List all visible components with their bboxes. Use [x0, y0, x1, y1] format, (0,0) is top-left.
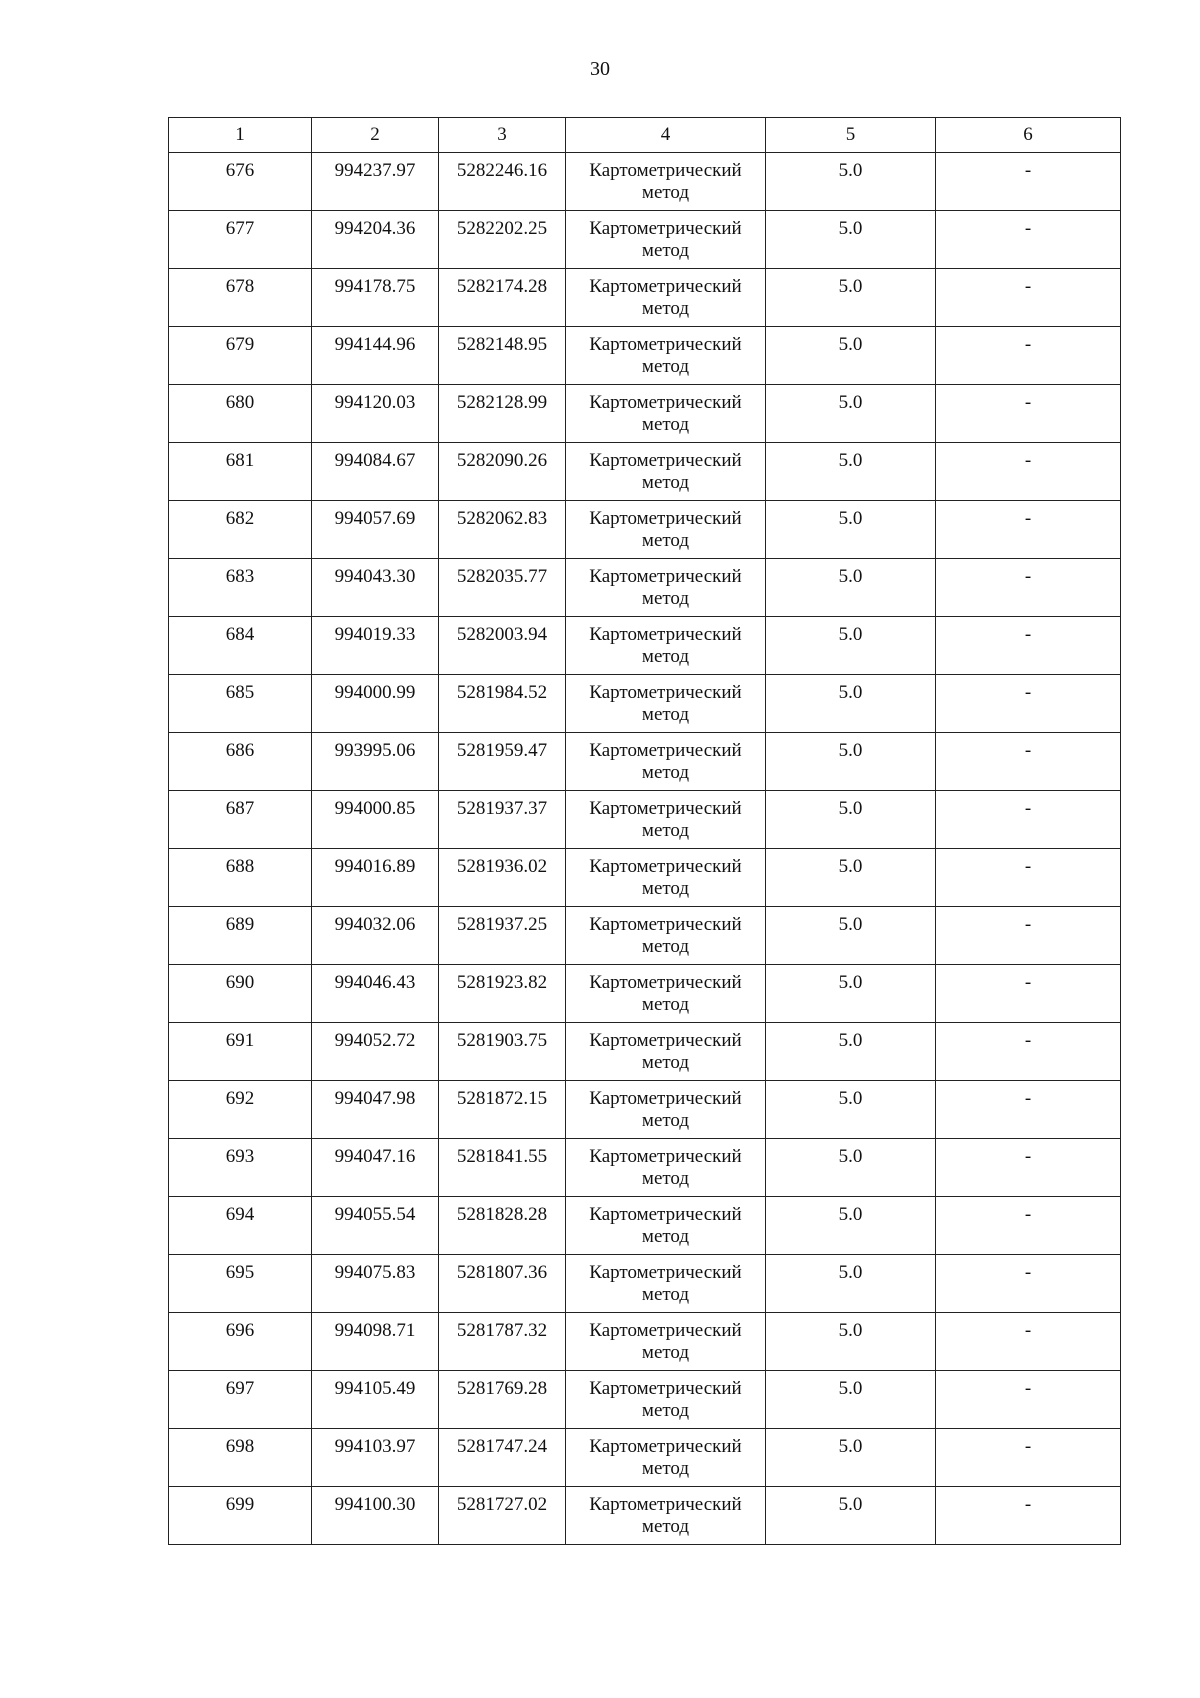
point-number-cell: 692: [169, 1081, 312, 1139]
table-row: [169, 1139, 1121, 1197]
y-coordinate-cell: 5281747.24: [439, 1429, 566, 1487]
method-cell: Картометрический метод: [566, 1313, 766, 1371]
y-coordinate-cell: 5281807.36: [439, 1255, 566, 1313]
y-coordinate-cell: 5281923.82: [439, 965, 566, 1023]
x-coordinate-cell: 994032.06: [312, 907, 439, 965]
x-coordinate-cell: 994105.49: [312, 1371, 439, 1429]
table-row: [169, 675, 1121, 733]
method-cell: Картометрический метод: [566, 327, 766, 385]
accuracy-cell: 5.0: [766, 675, 936, 733]
method-cell: Картометрический метод: [566, 965, 766, 1023]
note-cell: -: [936, 559, 1121, 617]
note-cell: -: [936, 1487, 1121, 1545]
point-number-cell: 684: [169, 617, 312, 675]
x-coordinate-cell: 994052.72: [312, 1023, 439, 1081]
x-coordinate-cell: 994204.36: [312, 211, 439, 269]
x-coordinate-cell: 994046.43: [312, 965, 439, 1023]
note-cell: -: [936, 1023, 1121, 1081]
x-coordinate-cell: 994144.96: [312, 327, 439, 385]
point-number-cell: 697: [169, 1371, 312, 1429]
method-cell: Картометрический метод: [566, 443, 766, 501]
table-row: [169, 269, 1121, 327]
y-coordinate-cell: 5281769.28: [439, 1371, 566, 1429]
y-coordinate-cell: 5282128.99: [439, 385, 566, 443]
method-cell: Картометрический метод: [566, 1255, 766, 1313]
x-coordinate-cell: 994120.03: [312, 385, 439, 443]
table-row: [169, 327, 1121, 385]
header-row: [169, 118, 1121, 153]
table-row: [169, 849, 1121, 907]
note-cell: -: [936, 211, 1121, 269]
method-cell: Картометрический метод: [566, 675, 766, 733]
table-row: [169, 1487, 1121, 1545]
accuracy-cell: 5.0: [766, 385, 936, 443]
y-coordinate-cell: 5281727.02: [439, 1487, 566, 1545]
x-coordinate-cell: 994000.99: [312, 675, 439, 733]
y-coordinate-cell: 5281936.02: [439, 849, 566, 907]
point-number-cell: 688: [169, 849, 312, 907]
x-coordinate-cell: 994057.69: [312, 501, 439, 559]
method-cell: Картометрический метод: [566, 211, 766, 269]
method-cell: Картометрический метод: [566, 1023, 766, 1081]
table-row: [169, 907, 1121, 965]
point-number-cell: 698: [169, 1429, 312, 1487]
note-cell: -: [936, 1371, 1121, 1429]
y-coordinate-cell: 5281787.32: [439, 1313, 566, 1371]
note-cell: -: [936, 849, 1121, 907]
note-cell: -: [936, 501, 1121, 559]
point-number-cell: 693: [169, 1139, 312, 1197]
y-coordinate-cell: 5281959.47: [439, 733, 566, 791]
point-number-cell: 686: [169, 733, 312, 791]
note-cell: -: [936, 1081, 1121, 1139]
accuracy-cell: 5.0: [766, 559, 936, 617]
y-coordinate-cell: 5281937.37: [439, 791, 566, 849]
table-row: [169, 1255, 1121, 1313]
note-cell: -: [936, 1429, 1121, 1487]
method-cell: Картометрический метод: [566, 385, 766, 443]
note-cell: -: [936, 1139, 1121, 1197]
point-number-cell: 689: [169, 907, 312, 965]
y-coordinate-cell: 5281903.75: [439, 1023, 566, 1081]
x-coordinate-cell: 994075.83: [312, 1255, 439, 1313]
method-cell: Картометрический метод: [566, 1197, 766, 1255]
x-coordinate-cell: 994043.30: [312, 559, 439, 617]
y-coordinate-cell: 5282246.16: [439, 153, 566, 211]
point-number-cell: 685: [169, 675, 312, 733]
x-coordinate-cell: 994000.85: [312, 791, 439, 849]
method-cell: Картометрический метод: [566, 849, 766, 907]
point-number-cell: 683: [169, 559, 312, 617]
y-coordinate-cell: 5282062.83: [439, 501, 566, 559]
table-row: [169, 617, 1121, 675]
method-cell: Картометрический метод: [566, 559, 766, 617]
accuracy-cell: 5.0: [766, 1487, 936, 1545]
accuracy-cell: 5.0: [766, 1429, 936, 1487]
method-cell: Картометрический метод: [566, 501, 766, 559]
y-coordinate-cell: 5282174.28: [439, 269, 566, 327]
table-row: [169, 385, 1121, 443]
accuracy-cell: 5.0: [766, 327, 936, 385]
accuracy-cell: 5.0: [766, 907, 936, 965]
table-row: [169, 211, 1121, 269]
y-coordinate-cell: 5281841.55: [439, 1139, 566, 1197]
table-row: [169, 1371, 1121, 1429]
note-cell: -: [936, 385, 1121, 443]
point-number-cell: 678: [169, 269, 312, 327]
y-coordinate-cell: 5281984.52: [439, 675, 566, 733]
accuracy-cell: 5.0: [766, 1313, 936, 1371]
y-coordinate-cell: 5282035.77: [439, 559, 566, 617]
accuracy-cell: 5.0: [766, 1371, 936, 1429]
x-coordinate-cell: 994237.97: [312, 153, 439, 211]
point-number-cell: 694: [169, 1197, 312, 1255]
method-cell: Картометрический метод: [566, 269, 766, 327]
x-coordinate-cell: 994047.98: [312, 1081, 439, 1139]
y-coordinate-cell: 5281828.28: [439, 1197, 566, 1255]
note-cell: -: [936, 791, 1121, 849]
note-cell: -: [936, 269, 1121, 327]
x-coordinate-cell: 994100.30: [312, 1487, 439, 1545]
accuracy-cell: 5.0: [766, 617, 936, 675]
accuracy-cell: 5.0: [766, 211, 936, 269]
accuracy-cell: 5.0: [766, 791, 936, 849]
accuracy-cell: 5.0: [766, 733, 936, 791]
table-row: [169, 1081, 1121, 1139]
accuracy-cell: 5.0: [766, 1139, 936, 1197]
y-coordinate-cell: 5282202.25: [439, 211, 566, 269]
point-number-cell: 690: [169, 965, 312, 1023]
note-cell: -: [936, 733, 1121, 791]
y-coordinate-cell: 5281937.25: [439, 907, 566, 965]
note-cell: -: [936, 327, 1121, 385]
method-cell: Картометрический метод: [566, 1429, 766, 1487]
x-coordinate-cell: 994178.75: [312, 269, 439, 327]
table-row: [169, 1429, 1121, 1487]
table-row: [169, 443, 1121, 501]
table-row: [169, 733, 1121, 791]
accuracy-cell: 5.0: [766, 965, 936, 1023]
point-number-cell: 695: [169, 1255, 312, 1313]
note-cell: -: [936, 153, 1121, 211]
point-number-cell: 682: [169, 501, 312, 559]
method-cell: Картометрический метод: [566, 1139, 766, 1197]
accuracy-cell: 5.0: [766, 849, 936, 907]
method-cell: Картометрический метод: [566, 1371, 766, 1429]
note-cell: -: [936, 965, 1121, 1023]
note-cell: -: [936, 1313, 1121, 1371]
note-cell: -: [936, 1255, 1121, 1313]
table-row: [169, 791, 1121, 849]
table-row: [169, 501, 1121, 559]
table-row: [169, 153, 1121, 211]
point-number-cell: 676: [169, 153, 312, 211]
accuracy-cell: 5.0: [766, 1081, 936, 1139]
coordinates-table: [168, 117, 1121, 1545]
x-coordinate-cell: 993995.06: [312, 733, 439, 791]
y-coordinate-cell: 5282148.95: [439, 327, 566, 385]
note-cell: -: [936, 1197, 1121, 1255]
column-header: 1: [169, 118, 312, 153]
x-coordinate-cell: 994016.89: [312, 849, 439, 907]
method-cell: Картометрический метод: [566, 733, 766, 791]
column-header: 5: [766, 118, 936, 153]
accuracy-cell: 5.0: [766, 1197, 936, 1255]
point-number-cell: 696: [169, 1313, 312, 1371]
point-number-cell: 680: [169, 385, 312, 443]
note-cell: -: [936, 907, 1121, 965]
table-row: [169, 1313, 1121, 1371]
method-cell: Картометрический метод: [566, 153, 766, 211]
note-cell: -: [936, 617, 1121, 675]
accuracy-cell: 5.0: [766, 1255, 936, 1313]
point-number-cell: 677: [169, 211, 312, 269]
column-header: 3: [439, 118, 566, 153]
y-coordinate-cell: 5281872.15: [439, 1081, 566, 1139]
accuracy-cell: 5.0: [766, 153, 936, 211]
x-coordinate-cell: 994055.54: [312, 1197, 439, 1255]
column-header: 6: [936, 118, 1121, 153]
page-number: 30: [590, 58, 610, 80]
table-row: [169, 1023, 1121, 1081]
table-row: [169, 965, 1121, 1023]
accuracy-cell: 5.0: [766, 501, 936, 559]
method-cell: Картометрический метод: [566, 1081, 766, 1139]
point-number-cell: 679: [169, 327, 312, 385]
point-number-cell: 691: [169, 1023, 312, 1081]
point-number-cell: 687: [169, 791, 312, 849]
method-cell: Картометрический метод: [566, 1487, 766, 1545]
note-cell: -: [936, 443, 1121, 501]
column-header: 4: [566, 118, 766, 153]
method-cell: Картометрический метод: [566, 907, 766, 965]
method-cell: Картометрический метод: [566, 791, 766, 849]
note-cell: -: [936, 675, 1121, 733]
column-header: 2: [312, 118, 439, 153]
point-number-cell: 681: [169, 443, 312, 501]
accuracy-cell: 5.0: [766, 1023, 936, 1081]
y-coordinate-cell: 5282090.26: [439, 443, 566, 501]
method-cell: Картометрический метод: [566, 617, 766, 675]
x-coordinate-cell: 994047.16: [312, 1139, 439, 1197]
accuracy-cell: 5.0: [766, 443, 936, 501]
accuracy-cell: 5.0: [766, 269, 936, 327]
table-row: [169, 559, 1121, 617]
x-coordinate-cell: 994098.71: [312, 1313, 439, 1371]
point-number-cell: 699: [169, 1487, 312, 1545]
y-coordinate-cell: 5282003.94: [439, 617, 566, 675]
x-coordinate-cell: 994084.67: [312, 443, 439, 501]
table-row: [169, 1197, 1121, 1255]
x-coordinate-cell: 994103.97: [312, 1429, 439, 1487]
x-coordinate-cell: 994019.33: [312, 617, 439, 675]
